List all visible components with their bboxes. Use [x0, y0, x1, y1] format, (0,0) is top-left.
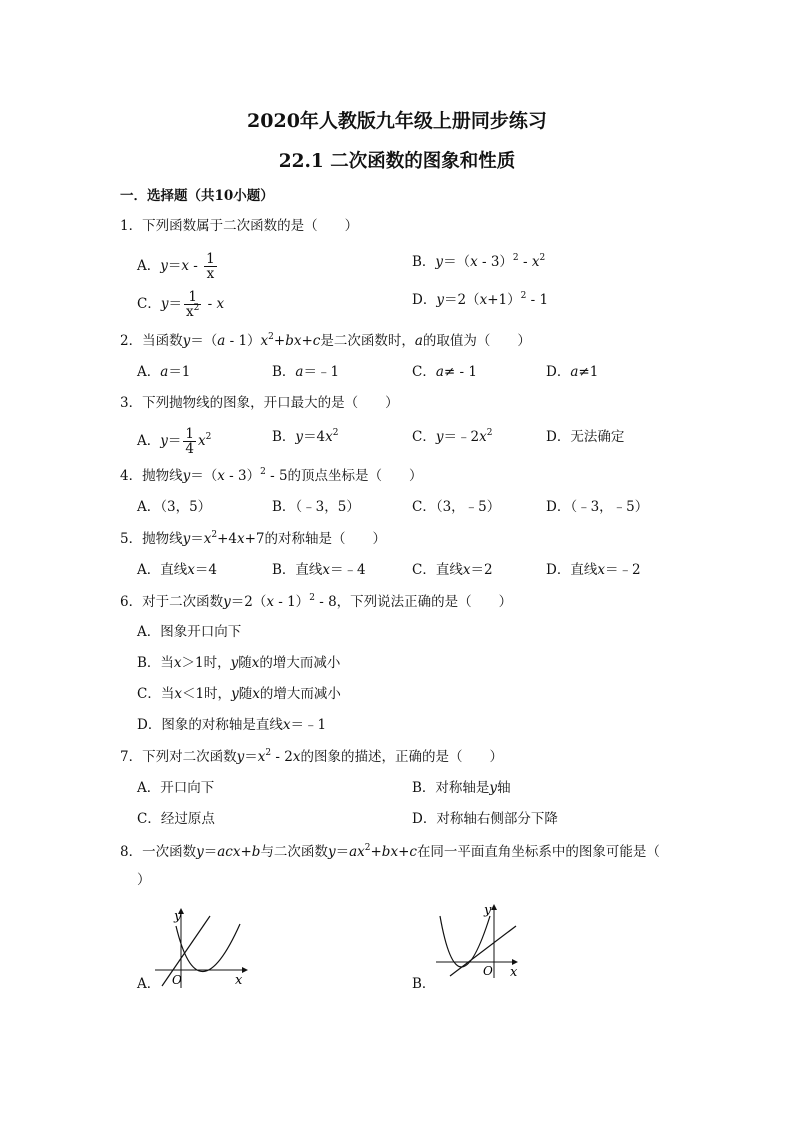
q3-option-c: C．$y=﹣2x^2$	[412, 428, 493, 445]
q1-c-fraction: $\frac{1}{x^2}$	[185, 289, 200, 320]
q3-option-a: A．y＝ $\frac{1}{4}$ $x^2$	[137, 426, 212, 457]
q4-option-a: A．（3，5）	[137, 499, 212, 515]
q1-option-d: D．$y=2(x+1)^2 - 1$	[412, 291, 549, 308]
q8-stem-continuation: ）	[137, 872, 151, 888]
q4-option-d: D．（﹣3，﹣5）	[546, 499, 649, 515]
q8-graph-a	[150, 900, 260, 990]
q5-option-a: A．直线x＝4	[137, 562, 217, 578]
graph-a-y-label: y	[174, 909, 182, 924]
q6-option-c: C．当x＜1时，y随x的增大而减小	[137, 686, 341, 702]
q6-stem: 6．对于二次函数y＝2（x - 1）$^2$ - 8，下列说法正确的是（ ）	[120, 593, 513, 610]
q1-option-c: C．y＝ $\frac{1}{x^2}$ - x	[137, 289, 225, 320]
q2-option-c: C．a≠ - 1	[412, 364, 477, 380]
graph-b-y-label: y	[484, 903, 492, 918]
q4-stem: 4．抛物线y＝（x - 3）$^2$ - 5的顶点坐标是（ ）	[120, 467, 423, 484]
graph-a-parabola	[176, 924, 240, 972]
q8-stem: 8．一次函数y＝acx+b与二次函数$y=ax^2+bx+c$在同一平面直角坐标系中的图象可能是（	[120, 843, 660, 860]
q7-option-b: B．对称轴是y轴	[412, 780, 511, 796]
q3-a-fraction: $\frac{1}{4}$	[185, 426, 194, 457]
q5-option-b: B．直线x＝﹣4	[272, 562, 366, 578]
q7-option-d: D．对称轴右侧部分下降	[412, 811, 558, 827]
graph-b-x-label: x	[510, 965, 518, 980]
q3-stem: 3．下列抛物线的图象，开口最大的是（ ）	[120, 395, 399, 411]
q5-option-c: C．直线x＝2	[412, 562, 493, 578]
q8-graph-b	[428, 898, 528, 988]
q6-option-a: A．图象开口向下	[137, 624, 242, 640]
graph-b-origin-label: O	[483, 964, 493, 978]
q6-option-d: D．图象的对称轴是直线x＝﹣1	[137, 717, 327, 733]
q2-option-a: A．a＝1	[137, 364, 191, 380]
page-title: 2020年人教版九年级上册同步练习	[247, 110, 547, 132]
q2-option-b: B．a＝﹣1	[272, 364, 340, 380]
q1-a-fraction: $\frac{1}{x}$	[206, 251, 215, 282]
q1-stem: 1．下列函数属于二次函数的是（ ）	[120, 218, 359, 234]
section-heading: 一．选择题（共10小题）	[120, 188, 274, 204]
q4-option-c: C．（3，﹣5）	[412, 499, 501, 515]
q3-option-d: D．无法确定	[546, 429, 625, 445]
graph-a-x-arrow-icon	[242, 967, 248, 973]
q6-option-b: B．当x＞1时，y随x的增大而减小	[137, 655, 341, 671]
q7-stem: 7．下列对二次函数$y=x^2 - 2x$的图象的描述，正确的是（ ）	[120, 748, 503, 765]
q2-option-d: D．a≠1	[546, 364, 599, 380]
page-subtitle: 22.1 二次函数的图象和性质	[278, 151, 516, 172]
q5-option-d: D．直线x＝﹣2	[546, 562, 641, 578]
q3-option-b: B．$y=4x^2$	[272, 428, 339, 445]
q2-stem: 2．当函数$y=(a - 1)x^2+bx+c$是二次函数时，a的取值为（ ）	[120, 332, 531, 349]
q1-option-a: A．y＝x - $\frac{1}{x}$	[137, 251, 215, 282]
graph-a-x-label: x	[235, 973, 243, 988]
q5-stem: 5．抛物线$y=x^2+4x+7$的对称轴是（ ）	[120, 530, 387, 547]
q8-graph-b-label: B．	[412, 976, 436, 992]
q7-option-a: A．开口向下	[137, 780, 215, 796]
q7-option-c: C．经过原点	[137, 811, 215, 827]
q4-option-b: B．（﹣3，5）	[272, 499, 360, 515]
graph-b-y-arrow-icon	[491, 904, 497, 910]
graph-a-line	[162, 916, 210, 986]
graph-b-parabola	[440, 916, 490, 967]
q8-graph-a-label: A．	[137, 976, 161, 992]
graph-a-origin-label: O	[172, 973, 182, 987]
q1-option-b: B．$y=(x - 3)^2 - x^2$	[412, 253, 546, 270]
